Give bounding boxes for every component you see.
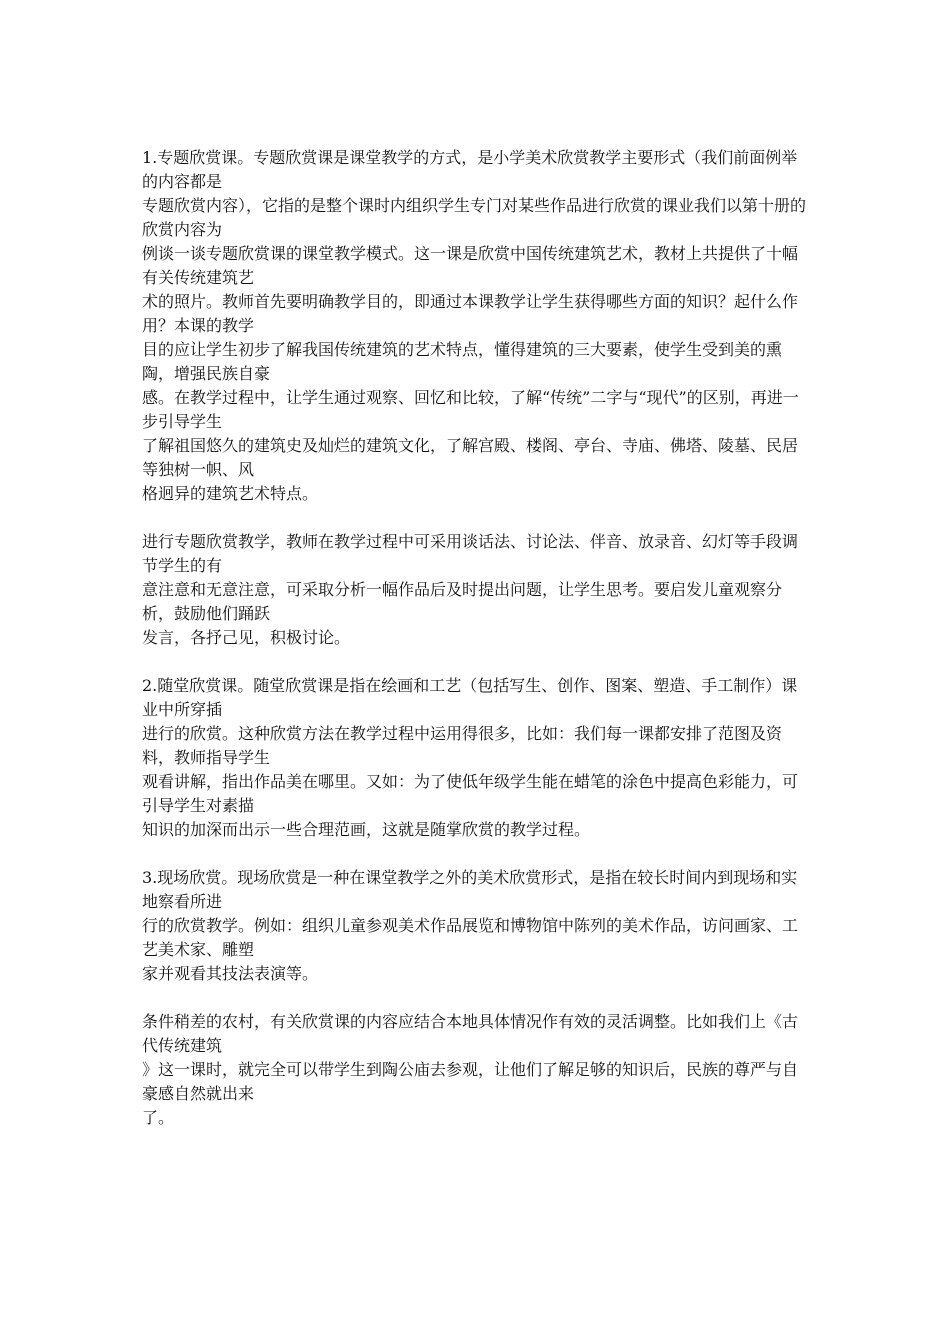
text-line: 术的照片。教师首先要明确教学目的，即通过本课教学让学生获得哪些方面的知识？起什么作用？本课的教学 — [142, 292, 799, 335]
text-line: 知识的加深而出示一些合理范画，这就是随掌欣赏的教学过程。 — [142, 820, 591, 839]
text-line: 2.随堂欣赏课。随堂欣赏课是指在绘画和工艺（包括写生、创作、图案、塑造、手工制作）课业中所穿插 — [142, 676, 798, 719]
document-body — [142, 146, 810, 1154]
text-line: 条件稍差的农村，有关欣赏课的内容应结合本地具体情况作有效的灵活调整。比如我们上《古代传统建筑 — [142, 1012, 799, 1055]
text-line: 观看讲解，指出作品美在哪里。又如：为了使低年级学生能在蜡笔的涂色中提高色彩能力，可引导学生对素描 — [142, 772, 799, 815]
paragraph-in-class-appreciation — [142, 674, 810, 842]
text-line: 意注意和无意注意，可采取分析一幅作品后及时提出问题，让学生思考。要启发儿童观察分析，鼓励他们踊跃 — [142, 580, 783, 623]
text-line: 》这一课时，就完全可以带学生到陶公庙去参观，让他们了解足够的知识后，民族的尊严与自豪感自然就出来 — [142, 1060, 799, 1103]
paragraph-topic-appreciation — [142, 146, 810, 506]
text-line: 了解祖国悠久的建筑史及灿烂的建筑文化，了解宫殿、楼阁、亭台、寺庙、佛塔、陵墓、民居等独树一帜、风 — [142, 436, 799, 479]
text-line: 1.专题欣赏课。专题欣赏课是课堂教学的方式，是小学美术欣赏教学主要形式（我们前面例举的内容都是 — [142, 148, 798, 191]
text-line: 专题欣赏内容），它指的是整个课时内组织学生专门对某些作品进行欣赏的课业我们以第十册的欣赏内容为 — [142, 196, 807, 239]
text-line: 进行的欣赏。这种欣赏方法在教学过程中运用得很多，比如：我们每一课都安排了范图及资料，教师指导学生 — [142, 724, 783, 767]
text-line: 进行专题欣赏教学，教师在教学过程中可采用谈话法、讨论法、伴音、放录音、幻灯等手段调节学生的有 — [142, 532, 799, 575]
text-line: 感。在教学过程中，让学生通过观察、回忆和比较，了解“传统”二字与“现代”的区别，再进一步引导学生 — [142, 388, 799, 431]
text-line: 例谈一谈专题欣赏课的课堂教学模式。这一课是欣赏中国传统建筑艺术，教材上共提供了十幅有关传统建筑艺 — [142, 244, 799, 287]
text-line: 格迥异的建筑艺术特点。 — [142, 484, 319, 503]
paragraph-on-site-appreciation — [142, 866, 810, 986]
text-line: 目的应让学生初步了解我国传统建筑的艺术特点，懂得建筑的三大要素，使学生受到美的熏陶，增强民族自豪 — [142, 340, 783, 383]
paragraph-teaching-methods — [142, 530, 810, 650]
paragraph-rural-adjustment — [142, 1010, 810, 1130]
text-line: 3.现场欣赏。现场欣赏是一种在课堂教学之外的美术欣赏形式，是指在较长时间内到现场和实地察看所进 — [142, 868, 798, 911]
text-line: 了。 — [142, 1108, 175, 1127]
text-line: 行的欣赏教学。例如：组织儿童参观美术作品展览和博物馆中陈列的美术作品，访问画家、工艺美术家、雕塑 — [142, 916, 799, 959]
text-line: 家并观看其技法表演等。 — [142, 964, 319, 983]
text-line: 发言，各抒己见，积极讨论。 — [142, 628, 351, 647]
